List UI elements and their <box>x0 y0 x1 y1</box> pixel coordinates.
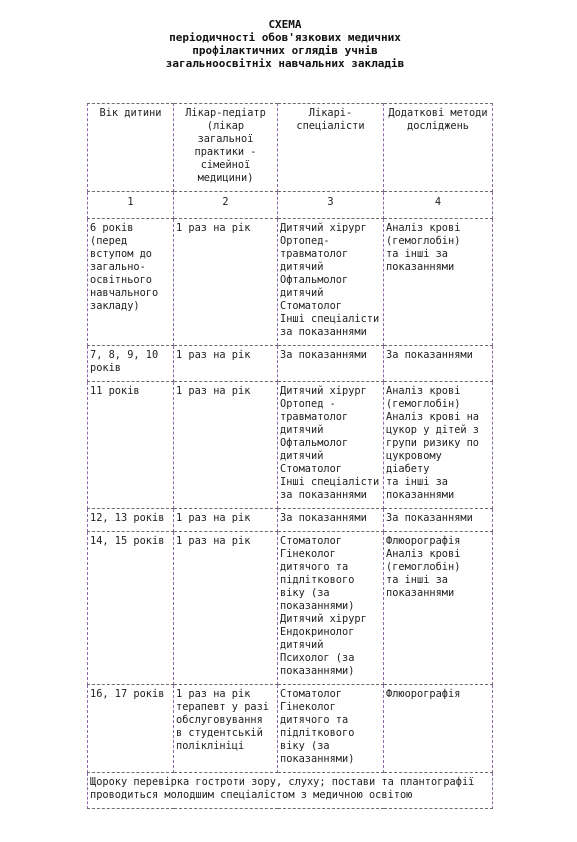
table-header-row <box>88 104 493 192</box>
title-line-2: періодичності обов'язкових медичних <box>169 31 401 44</box>
specialist-item: Дитячий хірург <box>280 222 367 234</box>
footnote-row <box>88 773 493 809</box>
column-number: 2 <box>174 192 278 219</box>
title-line-4: загальноосвітніх навчальних закладів <box>165 57 405 70</box>
examination-schedule-table <box>87 103 493 809</box>
specialists-cell <box>278 685 384 773</box>
specialist-item: Стоматолог <box>280 688 342 700</box>
table-row <box>88 685 493 773</box>
table-row <box>88 219 493 346</box>
specialist-item: За показаннями <box>280 349 367 361</box>
title-line-1: СХЕМА <box>268 18 302 31</box>
specialists-cell <box>278 532 384 685</box>
method-item: За показаннями <box>386 349 473 361</box>
specialists-cell <box>278 382 384 509</box>
specialists-cell <box>278 219 384 346</box>
specialist-item: За показаннями <box>280 512 367 524</box>
pediatrician-cell: 1 раз на рік <box>174 382 278 509</box>
method-item: За показаннями <box>386 512 473 524</box>
age-cell: 12, 13 років <box>88 509 174 532</box>
specialist-item: Офтальмолог дитячий <box>280 274 349 299</box>
footnote: Щороку перевірка гостроти зору, слуху; постави та плантографії проводиться молодшим спеціалістом з медичною освітою <box>88 773 493 809</box>
methods-cell <box>384 219 493 346</box>
specialist-item: Ендокринолог дитячий <box>280 626 355 651</box>
method-item: та інші за показаннями <box>386 476 455 501</box>
column-number: 3 <box>278 192 384 219</box>
specialist-item: Гінеколог дитячого та підліткового віку (за показаннями) <box>280 701 355 765</box>
column-number-row <box>88 192 493 219</box>
methods-cell <box>384 685 493 773</box>
pediatrician-cell: 1 раз на рік <box>174 509 278 532</box>
age-cell: 14, 15 років <box>88 532 174 685</box>
age-cell: 16, 17 років <box>88 685 174 773</box>
specialists-cell <box>278 346 384 382</box>
specialist-item: Інші спеціалісти за показаннями <box>280 313 380 338</box>
table-row <box>88 509 493 532</box>
specialist-item: Офтальмолог дитячий <box>280 437 349 462</box>
specialist-item: Стоматолог <box>280 463 342 475</box>
column-header-specialists: Лікарі-спеціалісти <box>278 104 384 192</box>
specialist-item: Дитячий хірург <box>280 613 367 625</box>
method-item: Аналіз крові (гемоглобін) <box>386 385 461 410</box>
column-number: 1 <box>88 192 174 219</box>
pediatrician-cell: 1 раз на рік <box>174 219 278 346</box>
specialist-item: Дитячий хірург <box>280 385 367 397</box>
method-item: Флюорографія <box>386 535 461 547</box>
specialist-item: Ортопед-травматолог дитячий <box>280 235 349 273</box>
method-item: та інші за показаннями <box>386 248 455 273</box>
method-item: Аналіз крові (гемоглобін) <box>386 222 461 247</box>
specialists-cell <box>278 509 384 532</box>
specialist-item: Стоматолог <box>280 300 342 312</box>
methods-cell <box>384 382 493 509</box>
pediatrician-cell: 1 раз на рік терапевт у разі обслуговування в студентській поліклініці <box>174 685 278 773</box>
table-row <box>88 532 493 685</box>
methods-cell <box>384 509 493 532</box>
age-cell: 11 років <box>88 382 174 509</box>
age-cell: 7, 8, 9, 10 років <box>88 346 174 382</box>
column-number: 4 <box>384 192 493 219</box>
method-item: Флюорографія <box>386 688 461 700</box>
specialist-item: Стоматолог <box>280 535 342 547</box>
method-item: Аналіз крові (гемоглобін) <box>386 548 461 573</box>
specialist-item: Гінеколог дитячого та підліткового віку (за показаннями) <box>280 548 355 612</box>
methods-cell <box>384 532 493 685</box>
table-row <box>88 346 493 382</box>
specialist-item: Психолог (за показаннями) <box>280 652 355 677</box>
column-header-methods: Додаткові методи досліджень <box>384 104 493 192</box>
method-item: та інші за показаннями <box>386 574 455 599</box>
methods-cell <box>384 346 493 382</box>
title-line-3: профілактичних оглядів учнів <box>192 44 378 57</box>
pediatrician-cell: 1 раз на рік <box>174 532 278 685</box>
specialist-item: Інші спеціалісти за показаннями <box>280 476 380 501</box>
specialist-item: Ортопед - травматолог дитячий <box>280 398 349 436</box>
column-header-pediatrician: Лікар-педіатр (лікар загальної практики - сімейної медицини) <box>174 104 278 192</box>
method-item: Аналіз крові на цукор у дітей з групи ризику по цукровому діабету <box>386 411 479 475</box>
column-header-age: Вік дитини <box>88 104 174 192</box>
table-row <box>88 382 493 509</box>
age-cell: 6 років (перед вступом до загально-освітнього навчального закладу) <box>88 219 174 346</box>
document-title <box>100 18 470 70</box>
pediatrician-cell: 1 раз на рік <box>174 346 278 382</box>
